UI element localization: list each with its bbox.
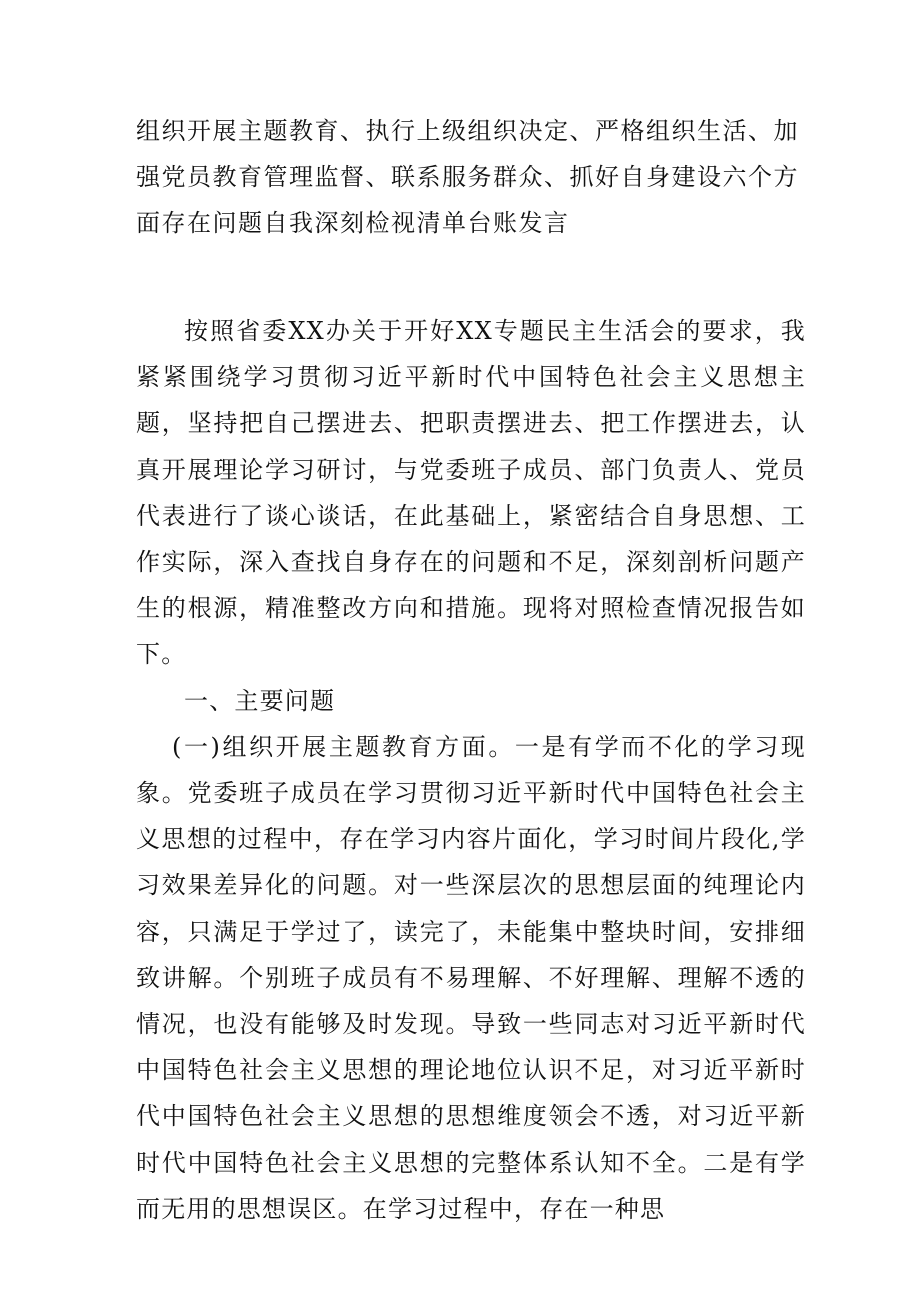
section-heading: 一、主要问题 [184,686,336,715]
document-title: 组织开展主题教育、执行上级组织决定、严格组织生活、加强党员教育管理监督、联系服务群众、抓好自身建设六个方面存在问题自我深刻检视清单台账发言 [136,117,799,237]
intro-paragraph: 按照省委XX办关于开好XX专题民主生活会的要求，我紧紧围绕学习贯彻习近平新时代中国特色社会主义思想主题，坚持把自己摆进去、把职责摆进去、把工作摆进去，认真开展理论学习研讨，与党委班子成员、部门负责人、党员代表进行了谈心谈话，在此基础上，紧密结合自身思想、工作实际，深入查找自身存在的问题和不足，深刻剖析问题产生的根源，精准整改方向和措施。现将对照检查情况报告如下。 [136,317,806,669]
document-body [136,308,806,1232]
section-paragraph: (一)组织开展主题教育方面。一是有学而不化的学习现象。党委班子成员在学习贯彻习近平新时代中国特色社会主义思想的过程中，存在学习内容片面化，学习时间片段化,学习效果差异化的问题。对一些深层次的思想层面的纯理论内容，只满足于学过了，读完了，未能集中整块时间，安排细致讲解。个别班子成员有不易理解、不好理解、理解不透的情况，也没有能够及时发现。导致一些同志对习近平新时代中国特色社会主义思想的理论地位认识不足，对习近平新时代中国特色社会主义思想的思想维度领会不透，对习近平新时代中国特色社会主义思想的完整体系认知不全。二是有学而无用的思想误区。在学习过程中，存在一种思 [136,732,806,1223]
